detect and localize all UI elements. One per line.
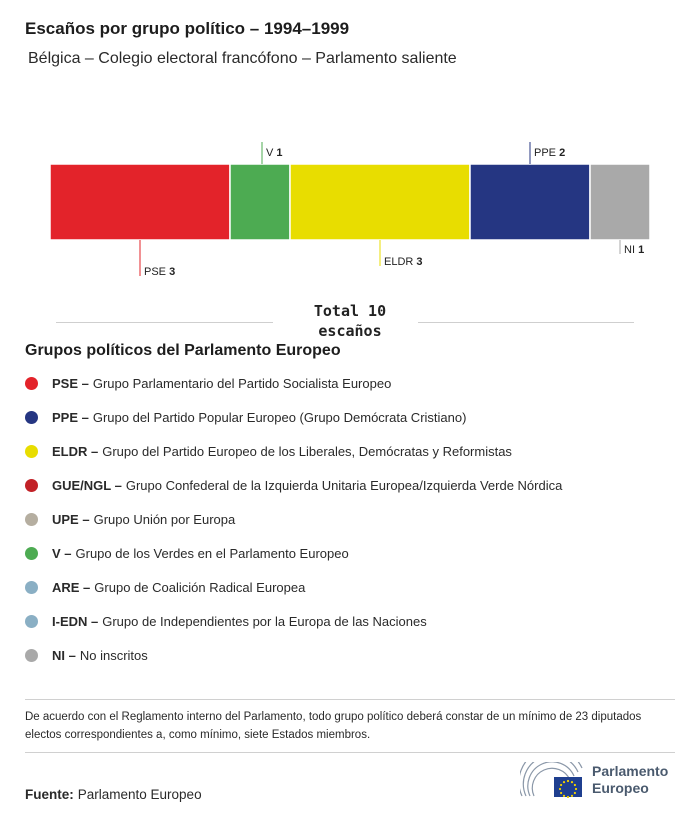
divider-left xyxy=(56,322,273,323)
bar-label-ni: NI 1 xyxy=(624,244,645,256)
legend-dot-icon xyxy=(25,581,38,594)
legend-text: Grupo del Partido Europeo de los Liberales, Demócratas y Reformistas xyxy=(102,443,512,459)
legend-text: Grupo de los Verdes en el Parlamento Europeo xyxy=(75,545,349,561)
legend-item xyxy=(25,400,685,434)
bar-label-eldr: ELDR 3 xyxy=(384,256,423,268)
note-divider-top xyxy=(25,699,675,700)
legend-item xyxy=(25,536,685,570)
legend-dot-icon xyxy=(25,445,38,458)
bar-segment-ppe xyxy=(470,164,590,240)
legend-abbr: NI – xyxy=(52,647,76,663)
legend-abbr: I-EDN – xyxy=(52,613,99,629)
legend-title: Grupos políticos del Parlamento Europeo xyxy=(25,342,341,359)
source-label: Fuente: xyxy=(25,787,74,802)
footnote: De acuerdo con el Reglamento interno del Parlamento, todo grupo político deberá constar de un mínimo de 23 diputados electos correspondientes a, como mínimo, siete Estados miembros. xyxy=(25,711,642,741)
legend-item xyxy=(25,604,685,638)
logo-line2: Europeo xyxy=(592,780,649,796)
legend-dot-icon xyxy=(25,479,38,492)
parliament-logo[interactable] xyxy=(520,762,668,798)
legend-abbr: PSE – xyxy=(52,375,89,391)
legend xyxy=(25,366,685,672)
legend-abbr: ELDR – xyxy=(52,443,99,459)
legend-abbr: ARE – xyxy=(52,579,91,595)
bar-label-v: V 1 xyxy=(266,147,283,159)
note-divider-bottom xyxy=(25,752,675,753)
legend-abbr: UPE – xyxy=(52,511,90,527)
legend-item xyxy=(25,570,685,604)
legend-text: Grupo Confederal de la Izquierda Unitaria Europea/Izquierda Verde Nórdica xyxy=(125,477,563,493)
legend-abbr: GUE/NGL – xyxy=(52,477,122,493)
total-seats-label: Total 10 escaños xyxy=(313,302,387,340)
legend-dot-icon xyxy=(25,615,38,628)
legend-abbr: PPE – xyxy=(52,409,89,425)
legend-dot-icon xyxy=(25,649,38,662)
logo-line1: Parlamento xyxy=(592,763,669,779)
legend-item xyxy=(25,366,685,400)
bar-segment-v xyxy=(230,164,290,240)
seat-bar-chart xyxy=(0,130,700,300)
legend-text: Grupo Parlamentario del Partido Socialista Europeo xyxy=(92,375,392,391)
legend-item xyxy=(25,502,685,536)
legend-abbr: V – xyxy=(52,545,72,561)
legend-text: Grupo de Coalición Radical Europea xyxy=(94,579,306,595)
legend-text: Grupo del Partido Popular Europeo (Grupo Demócrata Cristiano) xyxy=(92,409,467,425)
bar-label-ppe: PPE 2 xyxy=(534,147,566,159)
chart-subtitle: Bélgica – Colegio electoral francófono – Parlamento saliente xyxy=(28,50,457,67)
bar-label-pse: PSE 3 xyxy=(144,266,176,278)
legend-dot-icon xyxy=(25,377,38,390)
divider-right xyxy=(418,322,634,323)
legend-dot-icon xyxy=(25,547,38,560)
source-line xyxy=(25,787,202,802)
hemicycle-flag-icon xyxy=(520,762,584,798)
chart-title: Escaños por grupo político – 1994–1999 xyxy=(25,19,350,38)
legend-item xyxy=(25,468,685,502)
legend-dot-icon xyxy=(25,513,38,526)
legend-item xyxy=(25,638,685,672)
bar-segment-pse xyxy=(50,164,230,240)
legend-text: Grupo de Independientes por la Europa de las Naciones xyxy=(102,613,427,629)
legend-item xyxy=(25,434,685,468)
source-value: Parlamento Europeo xyxy=(77,787,202,802)
legend-dot-icon xyxy=(25,411,38,424)
legend-text: No inscritos xyxy=(79,647,148,663)
bar-segment-eldr xyxy=(290,164,470,240)
bar-segment-ni xyxy=(590,164,650,240)
legend-text: Grupo Unión por Europa xyxy=(93,511,236,527)
